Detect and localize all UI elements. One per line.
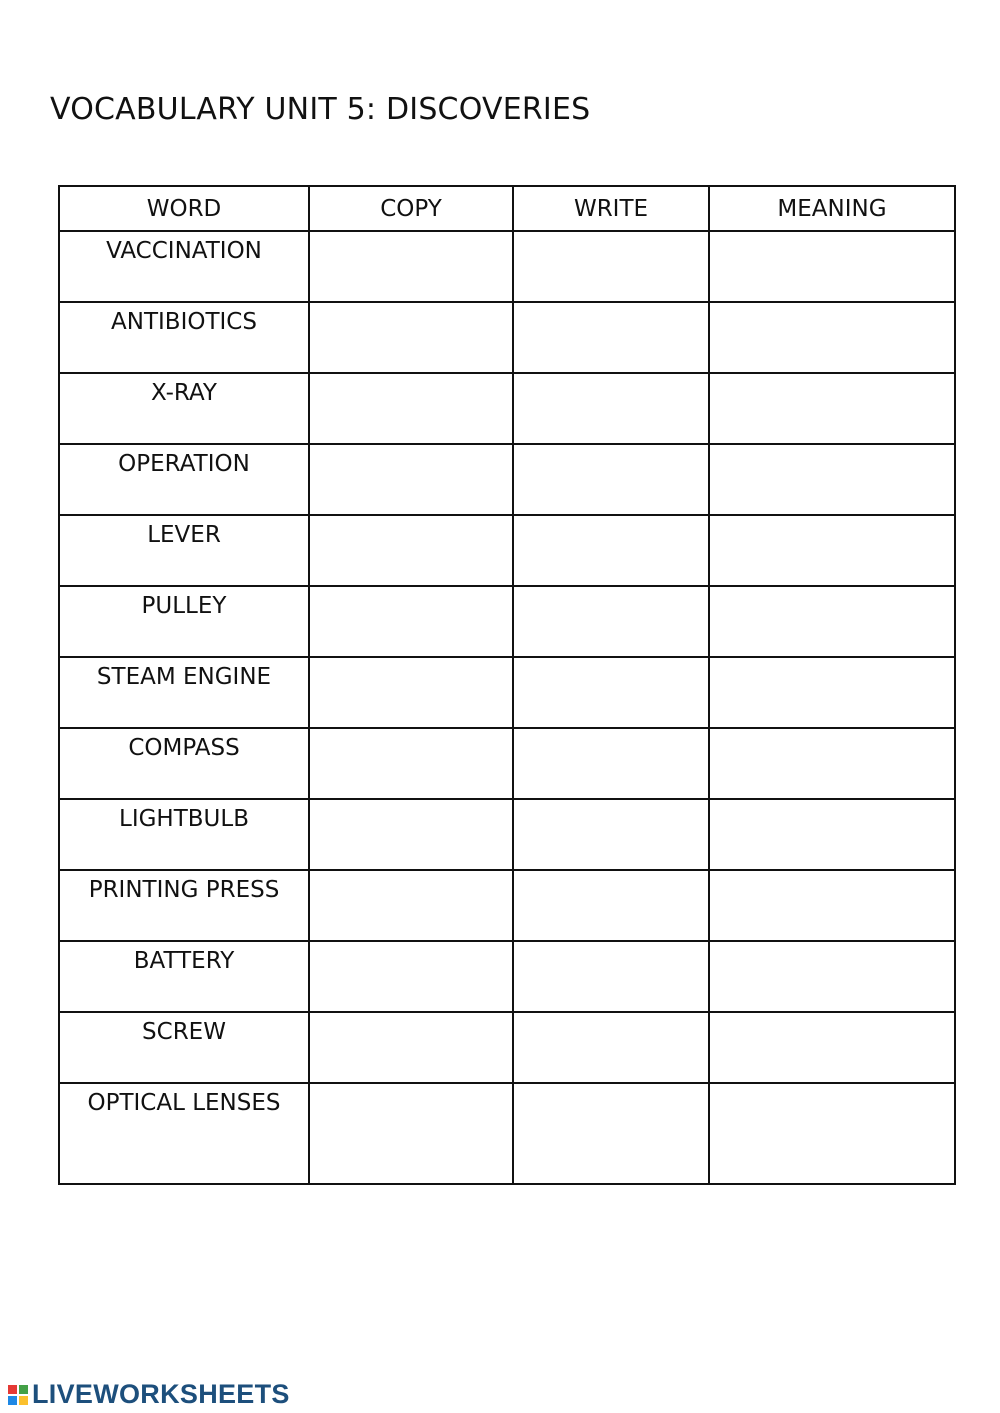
copy-cell[interactable] bbox=[309, 444, 513, 515]
table-row bbox=[59, 586, 955, 657]
copy-cell[interactable] bbox=[309, 1012, 513, 1083]
header-write: WRITE bbox=[513, 186, 709, 231]
word-cell: PULLEY bbox=[59, 586, 309, 657]
table-row bbox=[59, 799, 955, 870]
word-cell: BATTERY bbox=[59, 941, 309, 1012]
word-cell: PRINTING PRESS bbox=[59, 870, 309, 941]
word-cell: OPTICAL LENSES bbox=[59, 1083, 309, 1184]
write-cell[interactable] bbox=[513, 515, 709, 586]
page-title: VOCABULARY UNIT 5: DISCOVERIES bbox=[50, 92, 591, 127]
word-cell: OPERATION bbox=[59, 444, 309, 515]
table-row bbox=[59, 444, 955, 515]
write-cell[interactable] bbox=[513, 231, 709, 302]
word-cell: ANTIBIOTICS bbox=[59, 302, 309, 373]
table-row bbox=[59, 657, 955, 728]
write-cell[interactable] bbox=[513, 870, 709, 941]
meaning-cell[interactable] bbox=[709, 586, 955, 657]
header-copy: COPY bbox=[309, 186, 513, 231]
write-cell[interactable] bbox=[513, 1083, 709, 1184]
write-cell[interactable] bbox=[513, 657, 709, 728]
copy-cell[interactable] bbox=[309, 586, 513, 657]
meaning-cell[interactable] bbox=[709, 444, 955, 515]
table-row bbox=[59, 231, 955, 302]
meaning-cell[interactable] bbox=[709, 231, 955, 302]
meaning-cell[interactable] bbox=[709, 657, 955, 728]
word-cell: STEAM ENGINE bbox=[59, 657, 309, 728]
meaning-cell[interactable] bbox=[709, 515, 955, 586]
write-cell[interactable] bbox=[513, 586, 709, 657]
logo-block bbox=[19, 1396, 28, 1405]
word-cell: VACCINATION bbox=[59, 231, 309, 302]
header-word: WORD bbox=[59, 186, 309, 231]
write-cell[interactable] bbox=[513, 302, 709, 373]
table-row bbox=[59, 941, 955, 1012]
brand-name: LIVEWORKSHEETS bbox=[32, 1379, 290, 1409]
logo-block bbox=[8, 1396, 17, 1405]
meaning-cell[interactable] bbox=[709, 941, 955, 1012]
write-cell[interactable] bbox=[513, 373, 709, 444]
write-cell[interactable] bbox=[513, 1012, 709, 1083]
write-cell[interactable] bbox=[513, 728, 709, 799]
meaning-cell[interactable] bbox=[709, 302, 955, 373]
word-cell: COMPASS bbox=[59, 728, 309, 799]
table-header-row bbox=[59, 186, 955, 231]
vocabulary-table bbox=[58, 185, 956, 1185]
table-row bbox=[59, 728, 955, 799]
word-cell: SCREW bbox=[59, 1012, 309, 1083]
table-row bbox=[59, 1083, 955, 1184]
meaning-cell[interactable] bbox=[709, 728, 955, 799]
meaning-cell[interactable] bbox=[709, 799, 955, 870]
logo-block bbox=[19, 1385, 28, 1394]
meaning-cell[interactable] bbox=[709, 1083, 955, 1184]
copy-cell[interactable] bbox=[309, 799, 513, 870]
copy-cell[interactable] bbox=[309, 373, 513, 444]
write-cell[interactable] bbox=[513, 941, 709, 1012]
table-row bbox=[59, 373, 955, 444]
table-row bbox=[59, 1012, 955, 1083]
copy-cell[interactable] bbox=[309, 1083, 513, 1184]
table-row bbox=[59, 870, 955, 941]
copy-cell[interactable] bbox=[309, 870, 513, 941]
copy-cell[interactable] bbox=[309, 231, 513, 302]
logo-block bbox=[8, 1385, 17, 1394]
liveworksheets-logo-icon bbox=[8, 1385, 28, 1405]
table-row bbox=[59, 515, 955, 586]
meaning-cell[interactable] bbox=[709, 373, 955, 444]
table-row bbox=[59, 302, 955, 373]
copy-cell[interactable] bbox=[309, 515, 513, 586]
copy-cell[interactable] bbox=[309, 728, 513, 799]
word-cell: LEVER bbox=[59, 515, 309, 586]
write-cell[interactable] bbox=[513, 444, 709, 515]
header-meaning: MEANING bbox=[709, 186, 955, 231]
word-cell: LIGHTBULB bbox=[59, 799, 309, 870]
meaning-cell[interactable] bbox=[709, 1012, 955, 1083]
word-cell: X-RAY bbox=[59, 373, 309, 444]
write-cell[interactable] bbox=[513, 799, 709, 870]
meaning-cell[interactable] bbox=[709, 870, 955, 941]
copy-cell[interactable] bbox=[309, 941, 513, 1012]
copy-cell[interactable] bbox=[309, 657, 513, 728]
liveworksheets-footer bbox=[8, 1379, 290, 1410]
copy-cell[interactable] bbox=[309, 302, 513, 373]
